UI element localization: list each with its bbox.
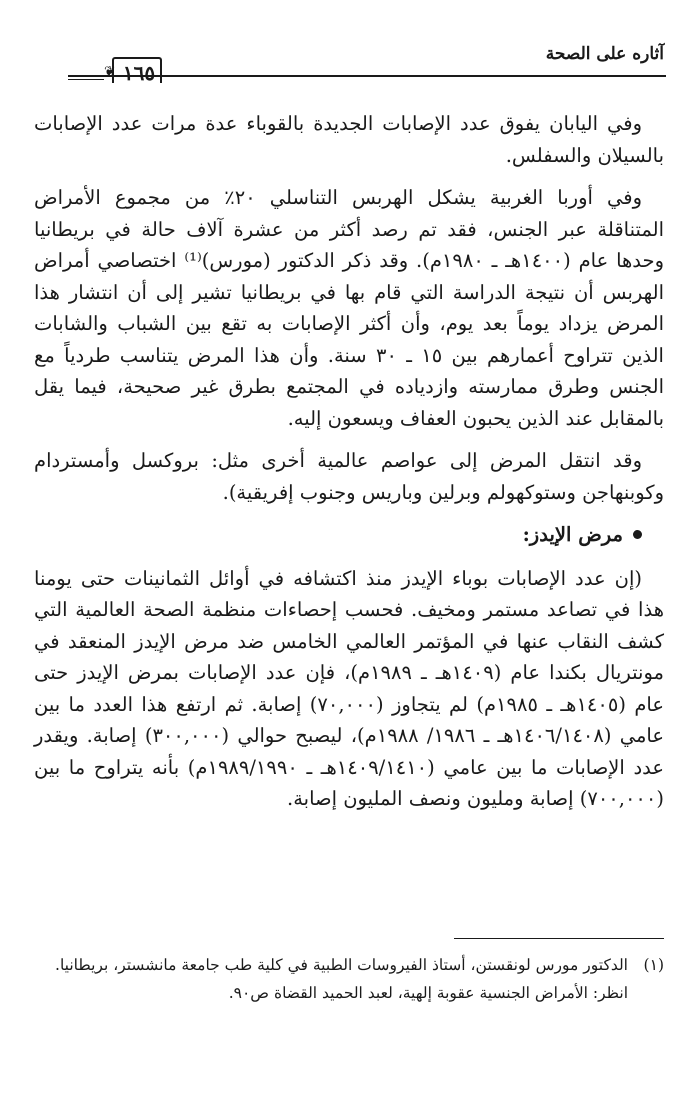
paragraph-western-europe: وفي أوربا الغربية يشكل الهربس التناسلي ٢٠٪ من مجموع الأمراض المتناقلة عبر الجنس، فقد تم رصد أكثر من عشرة آلاف حالة في بريطانيا وحدها عام (١٤٠٠هـ ـ ١٩٨٠م). وقد ذكر الدكتور (مورس)⁽¹⁾ اختصاصي أمراض الهربس أن نتيجة الدراسة التي قام بها في بريطانيا تشير إلى أن انتشار هذا المرض يزداد يوماً بعد يوم، وأن أكثر الإصابات به تقع بين الشباب والشابات الذين تتراوح أعمارهم بين ١٥ ـ ٣٠ سنة. وأن هذا المرض يتناسب طردياً مع الجنس وطرق ممارسته وازدياده في المجتمع بطرق غير صحيحة، فيما يقل بالمقابل عند الذين يحبون العفاف ويسعون إليه. xyxy=(34,186,665,430)
footnote-rule xyxy=(454,938,664,939)
bullet-icon xyxy=(633,530,642,539)
section-heading-text: مرض الإيدز: xyxy=(522,523,623,546)
paragraph-world-capitals: وقد انتقل المرض إلى عواصم عالمية أخرى مثل: بروكسل وأمستردام وكوبنهاجن وستوكهولم وبرلين وباريس وجنوب إفريقية). xyxy=(34,449,664,504)
footnote-item xyxy=(34,952,664,978)
floral-ornament-icon: ❦ xyxy=(104,64,116,80)
running-title: آثاره على الصحة xyxy=(545,44,664,64)
paragraph-aids: (إن عدد الإصابات بوباء الإيدز منذ اكتشافه في أوائل الثمانينات حتى يومنا هذا في تصاعد مستمر ومخيف. فحسب إحصاءات منظمة الصحة العالمية التي كشف النقاب عنها في المؤتمر العالمي الخامس ضد مرض الإيدز المنعقد في مونتريال بكندا عام (١٤٠٩هـ ـ ١٩٨٩م)، فإن عدد الإصابات بمرض الإيدز حتى عام (١٤٠٥هـ ـ ١٩٨٥م) لم يتجاوز (٧٠,٠٠٠) إصابة. ثم ارتفع هذا العدد ما بين عامي (١٤٠٦/١٤٠٨هـ ـ ١٩٨٦/ ١٩٨٨م)، ليصبح حوالي (٣٠٠,٠٠٠) إصابة. ويقدر عدد الإصابات ما بين عامي (١٤٠٩/١٤١٠هـ ـ ١٩٨٩/١٩٩٠م) بأنه يتراوح ما بين (٧٠٠,٠٠٠) إصابة ومليون ونصف المليون إصابة. xyxy=(34,566,664,810)
main-text xyxy=(34,108,664,826)
paragraph-japan: وفي اليابان يفوق عدد الإصابات الجديدة بالقوباء عدة مرات عدد الإصابات بالسيلان والسفلس. xyxy=(34,112,664,167)
header-rule-thin xyxy=(68,79,104,80)
footnote-marker: (١) xyxy=(643,956,664,974)
folio-box xyxy=(104,55,166,93)
footnotes xyxy=(34,952,664,1006)
page-number: ١٦٥ xyxy=(122,61,156,85)
footnote-text: الدكتور مورس لونقستن، أستاذ الفيروسات الطبية في كلية طب جامعة مانشستر، بريطانيا. xyxy=(55,956,628,974)
footnote-source: انظر: الأمراض الجنسية عقوبة إلهية، لعبد الحميد القضاة ص٩٠. xyxy=(228,984,628,1002)
section-heading xyxy=(34,519,664,551)
